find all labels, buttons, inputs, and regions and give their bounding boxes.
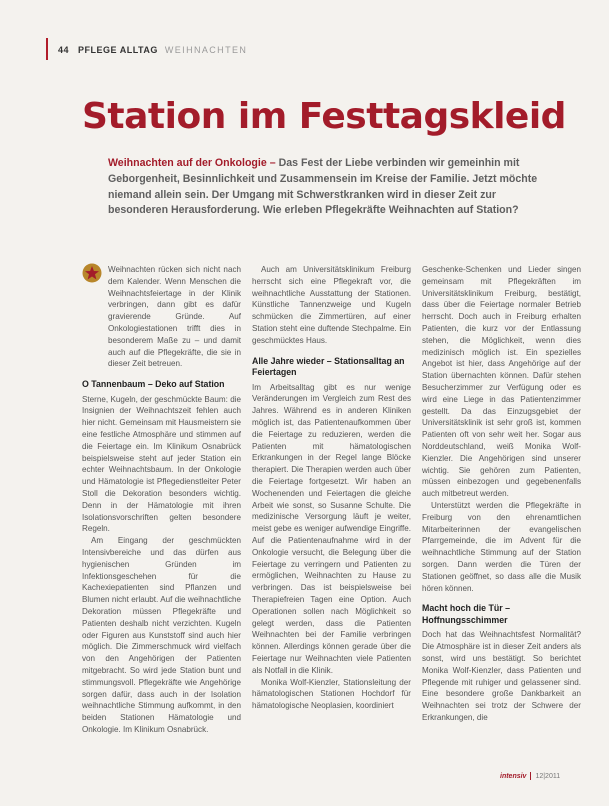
issue-number: 12|2011 bbox=[535, 772, 561, 780]
column-3 bbox=[422, 264, 581, 724]
subheading-stationsalltag: Alle Jahre wieder – Stationsalltag an Feiertagen bbox=[252, 355, 405, 378]
body-paragraph: Im Arbeitsalltag gibt es nur wenige Veränderungen im Vergleich zum Rest des Jahres. Während es in anderen Kliniken möglich ist, das Patientenaufkommen über die Feiertage zu reduzieren, werden die Patienten mit hämatologischen Erkrankungen in der Regel lange Blöcke therapiert. Die Therapien werden auch über die Feiertage fortgesetzt. Wir haben an Wochenenden und Feiertagen die gleiche Arbeit wie sonst, so Susanne Schulte. Die medizinische Versorgung läuft je weiter, meist gebe es weniger aufwendige Eingriffe. Auf die Patientenaufnahme wird in der Onkologie versucht, die Belegung über die Feiertage zu verringern und Patienten zu ermöglichen, Weihnachten zu Hause zu verbringen. Das ist beispielsweise bei Therapiefreien Tagen eine Option. Auch Operationen sollen nach Möglichkeit so gelegt werden, dass die Patienten Weihnachten bei der Familie verbringen können. Allerdings können gerade über die Feiertage nur Weihnachten viele Patienten als Notfall in die Klinik. bbox=[252, 382, 411, 675]
lead-text: Das Fest der Liebe verbinden wir gemeinhin mit Geborgenheit, Besinnlichkeit und Zusammensein im Kreise der Familie. Jetzt möchte niemand allein sein. Der Umgang mit Schwerstkranken wird in dieser Zeit zur besonderen Herausforderung. Wie erleben Pflegekräfte Weihnachten auf Station? bbox=[108, 157, 538, 217]
page-number: 44 bbox=[58, 45, 70, 55]
body-paragraph: Doch hat das Weihnachtsfest Normalität? Die Atmosphäre ist in dieser Zeit anders als sonst, wird uns bestätigt. So berichtet Monika Wolf-Kienzler, dass Patienten und Pflegende mit ruhiger und gelassener sind. Eine besondere große Dankbarkeit an Weihnachten sei trotz der Schwere der Erkrankungen, die bbox=[422, 630, 581, 722]
column-2 bbox=[252, 264, 411, 712]
lead-kicker: Weihnachten auf der Onkologie bbox=[108, 157, 267, 169]
page-footer bbox=[500, 772, 560, 780]
magazine-brand: intensiv bbox=[500, 772, 527, 780]
body-paragraph: Monika Wolf-Kienzler, Stationsleitung der hämatologischen Stationen Hochdorf für hämatologische Neoplasien, koordiniert bbox=[252, 677, 411, 711]
subheading-tannenbaum: O Tannenbaum – Deko auf Station bbox=[82, 379, 225, 390]
subheading-hoffnungsschimmer: Macht hoch die Tür – Hoffnungsschimmer bbox=[422, 603, 510, 625]
column-1 bbox=[82, 264, 241, 736]
header-accent-rule bbox=[46, 38, 48, 60]
footer-divider bbox=[530, 772, 531, 780]
running-header bbox=[58, 45, 247, 55]
body-paragraph: Am Eingang der geschmückten Intensivbereiche und das dürfen aus hygienischen Gründen im Infektionsgeschehen für die Kachexiepatienten sind Pflanzen und Blumen nicht erlaubt. Auf die weihnachtliche Dekoration müssen Pflegekräfte und Patienten deshalb nicht verzichten. Kugeln oder Figuren aus Kunststoff sind auch hier möglich. Die Zimmerschmuck wird vielfach von den Angehörigen der Patienten mitgebracht. So wird jede Station bunt und stimmungsvoll. Pflegekräfte wie Angehörige sorgen dafür, dass auch in der Isolation weihnachtliche Stimmung aufkommt, in den beiden Stationen Hämatologie und Onkologie. Im Klinikum Osnabrück. bbox=[82, 536, 241, 734]
body-paragraph: Sterne, Kugeln, der geschmückte Baum: die Insignien der Weihnachtszeit fehlen auch hier nicht. Gemeinsam mit Hausmeistern sie eine festliche Atmosphäre und stimmen auf die Feiertage ein. Im Klinikum Osnabrück beispielsweise steht auf jeder Station ein echter Weihnachtsbaum. In der Onkologie und Hämatologie ist Pflegedienstleiter Peter Stoll die Dekoration besonders wichtig. Denn in der Hämatologie mit ihren Isolationsvorschriften gelten besondere Regeln. bbox=[82, 394, 241, 534]
article-lead bbox=[108, 156, 548, 219]
body-paragraph: Auch am Universitätsklinikum Freiburg herrscht sich eine Pflegekraft vor, die weihnachtliche Ausstattung der Stationen. Künstliche Tannenzweige und Kugeln schmücken die Zimmertüren, auf einer Station steht eine duftende Stechpalme. Ein geschmücktes Haus. bbox=[252, 265, 411, 345]
intro-paragraph: Weihnachten rücken sich nicht nach dem Kalender. Wenn Menschen die Weihnachtsfeiertage in der Klinik verbringen, dann gibt es dafür gravierende Gründe. Auf Onkologiestationen trifft dies in besonderem Maße zu – und damit auch auf die Pflegekräfte, die sie in dieser Zeit betreuen. bbox=[108, 265, 241, 369]
article-title: Station im Festtagskleid bbox=[82, 96, 566, 137]
section-label: PFLEGE ALLTAG bbox=[78, 45, 158, 55]
subsection-label: WEIHNACHTEN bbox=[164, 45, 248, 55]
lead-separator: – bbox=[269, 157, 276, 169]
body-paragraph: Geschenke-Schenken und Lieder singen gemeinsam mit Pflegekräften im Universitätsklinikum Freiburg, bestätigt, dass über die Feiertage normaler Betrieb herrscht. Doch auch in Freiburg erhalten Patienten, die kurz vor der Entlassung stehen, die Möglichkeit, wenn dies medizinisch möglich ist. Ein spezielles Angebot ist hier, dass Angehörige auf der Station übernachten können. Dafür stehen Besucherzimmer zur Verfügung oder es wird eine Liege in das Patientenzimmer gestellt. Da das Einzugsgebiet der Universitätsklinik ist sehr groß ist, kommen Patienten oft von sehr weit her. Sogar aus Norddeutschland, weiß Monika Wolf-Kienzler. Die Angehörigen sind unserer wichtig. Sie gehören zum Patienten, müssen einbezogen und gegebenenfalls auch mitbetreut werden. bbox=[422, 265, 581, 499]
body-paragraph: Unterstützt werden die Pflegekräfte in Freiburg von den ehrenamtlichen Mitarbeiterinnen der evangelischen Pfarrgemeinde, die im Advent für die weihnachtliche Stimmung auf der Station sorgen. Dann werden die Türen der Stationen geöffnet, so dass alle die Musik hören können. bbox=[422, 500, 581, 593]
